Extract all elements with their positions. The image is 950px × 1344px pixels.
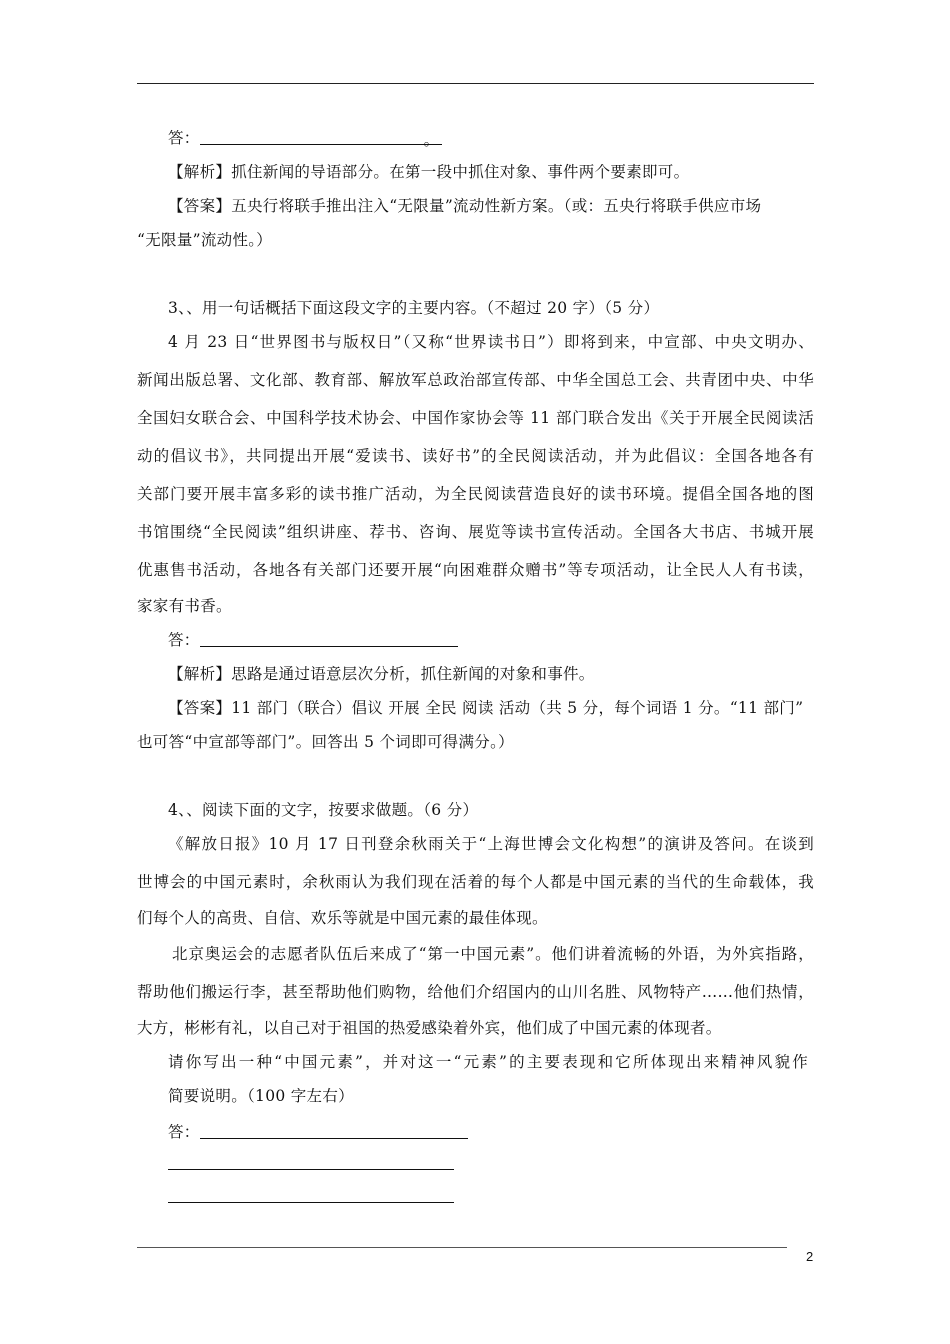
answer-row [168,128,442,148]
question-4-para-line: 《解放日报》10 月 17 日刊登余秋雨关于“上海世博会文化构想”的演讲及答问。在谈到 [168,835,814,853]
question-4-para-line: 简要说明。（100 字左右） [168,1087,354,1105]
question-4-para-line: 北京奥运会的志愿者队伍后来成了“第一中国元素”。他们讲着流畅的外语，为外宾指路， [172,945,814,963]
question-3-para-line: 动的倡议书》，共同提出开展“爱读书、读好书”的全民阅读活动，并为此倡议：全国各地各有 [137,447,814,465]
answer-text-2: 也可答“中宣部等部门”。回答出 5 个词即可得满分。） [137,733,514,751]
answer-blank-line [168,1202,454,1203]
question-4-para-line: 世博会的中国元素时，余秋雨认为我们现在活着的每个人都是中国元素的当代的生命载体，我 [137,873,814,891]
question-4-para-line: 大方，彬彬有礼，以自己对于祖国的热爱感染着外宾，他们成了中国元素的体现者。 [137,1019,722,1037]
question-4-para-line: 们每个人的高贵、自信、欢乐等就是中国元素的最佳体现。 [137,909,548,927]
question-3-para-line: 书馆围绕“全民阅读”组织讲座、荐书、咨询、展览等读书宣传活动。全国各大书店、书城开展 [137,523,814,541]
answer-label: 答： [168,1123,200,1141]
answer-blank-line [168,1169,454,1170]
answer-blank [200,632,458,647]
question-3-para-line: 4 月 23 日“世界图书与版权日”（又称“世界读书日”）即将到来，中宣部、中央文明办、 [168,333,814,351]
answer-text-1: 【答案】11 部门（联合）倡议 开展 全民 阅读 活动（共 5 分，每个词语 1 分。“11 部门” [168,699,804,717]
question-3-para-line: 全国妇女联合会、中国科学技术协会、中国作家协会等 11 部门联合发出《关于开展全民阅读活 [137,409,814,427]
question-3-para-line: 新闻出版总署、文化部、教育部、解放军总政治部宣传部、中华全国总工会、共青团中央、中华 [137,371,814,389]
question-3-para-line: 优惠售书活动，各地各有关部门还要开展“向困难群众赠书”等专项活动，让全民人人有书读， [137,561,814,579]
question-3-para-line: 关部门要开展丰富多彩的读书推广活动，为全民阅读营造良好的读书环境。提倡全国各地的图 [137,485,814,503]
page-number: 2 [806,1249,814,1264]
question-3-title: 3、、用一句话概括下面这段文字的主要内容。（不超过 20 字）（5 分） [168,299,660,317]
analysis-text: 【解析】思路是通过语意层次分析，抓住新闻的对象和事件。 [168,665,595,683]
question-4-para-line: 请你写出一种“中国元素”，并对这一“元素”的主要表现和它所体现出来精神风貌作 [168,1053,808,1071]
answer-label: 答： [168,631,200,649]
answer-label: 答： [168,129,200,147]
question-4-para-line: 帮助他们搬运行李，甚至帮助他们购物，给他们介绍国内的山川名胜、风物特产……他们热情， [137,983,814,1001]
footer-rule [137,1247,787,1248]
answer-blank [200,130,424,145]
answer-text-2: “无限量”流动性。） [137,231,273,249]
answer-row [168,630,458,650]
question-3-para-line: 家家有书香。 [137,597,232,615]
answer-blank [200,1124,468,1139]
answer-row [168,1122,468,1142]
answer-text-1: 【答案】五央行将联手推出注入“无限量”流动性新方案。（或：五央行将联手供应市场 [168,197,762,215]
answer-end: 。 [424,130,442,145]
analysis-text: 【解析】抓住新闻的导语部分。在第一段中抓住对象、事件两个要素即可。 [168,163,690,181]
header-rule [137,83,814,84]
question-4-title: 4、、阅读下面的文字，按要求做题。（6 分） [168,801,479,819]
